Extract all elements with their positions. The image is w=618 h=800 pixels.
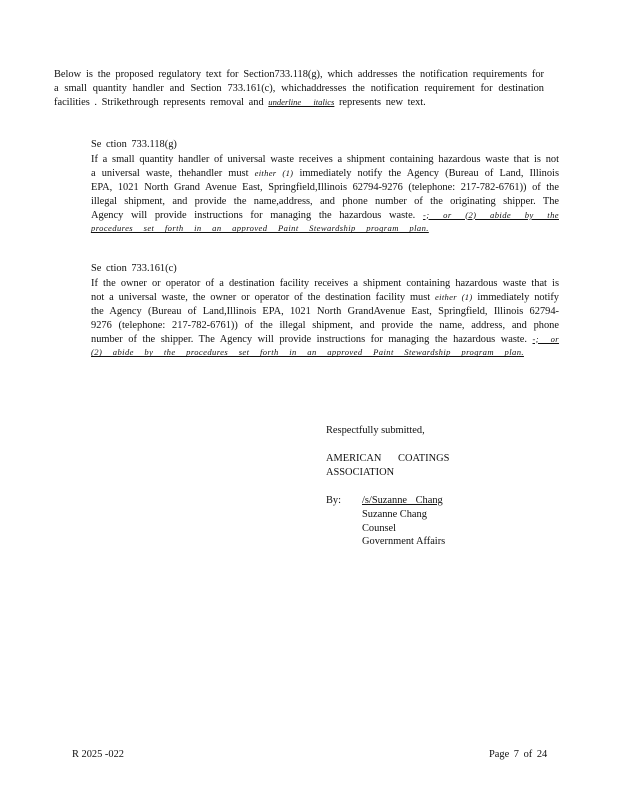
section-733-161c [91,262,559,360]
section-text-2: immediately notify the Agency (Bureau of Land, Illinois EPA, 1021 North Grand Avenue East, Springfield,Illinois 62794-9276 (telephone: 217-782-6761)) of the illegal shipment, and provide the name,address, and phone number of the originating shipper. The Agency will provide instructions for managing the hazardous waste. [91,167,559,221]
inserted-either: either (1) [254,167,294,178]
docket-number: R 2025 -022 [72,749,124,760]
inserted-either: either (1) [435,291,473,302]
intro-text-1: Below is the proposed regulatory text for Section733.118(g), which addresses the notification requirements for a small quantity handler and Section 733.161(c), whichaddresses the notification requirement for destination facilities . Strikethrough represents removal and [54,69,544,108]
section-heading: Se ction 733.161(c) [91,263,177,274]
section-body [91,277,559,360]
inserted-paint-stewardship-text: -; or (2) abide by the procedures set forth in an approved Paint Stewardship program plan. [91,209,559,234]
signer-title-counsel: Counsel [362,522,397,534]
by-label: By: [326,494,342,506]
signer-title-government-affairs: Government Affairs [362,536,446,548]
section-733-118g [91,138,559,236]
signature-by-row [326,494,566,550]
intro-text-2: represents new text. [334,96,426,108]
signature-block [326,424,566,549]
page-number: Page 7 of 24 [489,749,548,760]
signer-details [362,494,445,550]
inserted-paint-stewardship-text: -; or (2) abide by the procedures set forth in an approved Paint Stewardship program plan. [91,333,560,358]
section-text-2: immediately notify the Agency (Bureau of Land,Illinois EPA, 1021 North GrandAvenue East, Springfield, Illinois 62794-9276 (telephone: 217-782-6761)) of the illegal shipment, and provide the name, address, and phone number of the shipper. The Agency will provide instructions for managing the hazardous waste. [91,291,560,345]
section-heading: Se ction 733.118(g) [91,139,177,150]
intro-paragraph [54,68,544,110]
organization-name: AMERICAN COATINGS ASSOCIATION [326,452,450,478]
signer-name: Suzanne Chang [362,508,427,520]
section-text-1: If a small quantity handler of universal waste receives a shipment containing hazardous waste that is not a universal waste, thehandler must [91,153,559,179]
underline-italics-sample: underline italics [268,96,335,107]
section-body [91,153,559,236]
electronic-signature: /s/Suzanne Chang [362,494,443,506]
section-text-1: If the owner or operator of a destination facility receives a shipment containing hazardous waste that is not a universal waste, the owner or operator of the destination facility must [91,277,559,303]
closing-line: Respectfully submitted, [326,425,425,436]
